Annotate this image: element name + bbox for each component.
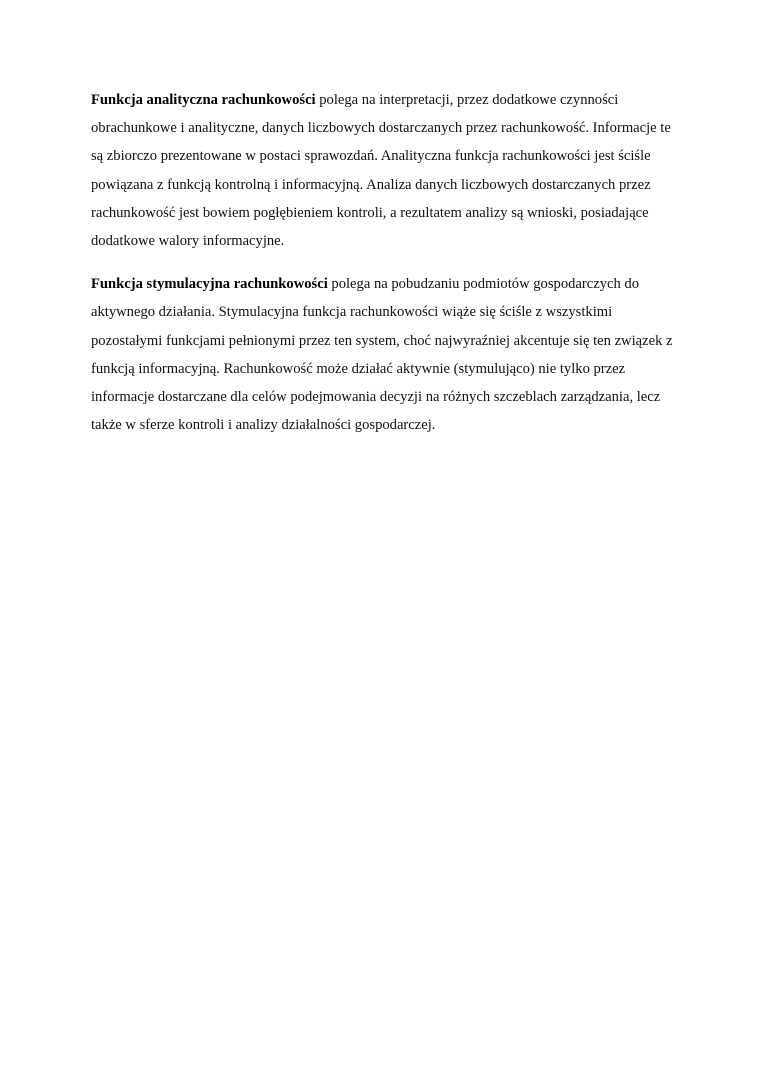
term-analytical-function: Funkcja analityczna rachunkowości bbox=[91, 92, 316, 108]
paragraph-analytical-function bbox=[91, 86, 681, 255]
term-stimulating-function: Funkcja stymulacyjna rachunkowości bbox=[91, 276, 328, 293]
paragraph-text: polega na interpretacji, przez dodatkowe czynności obrachunkowe i analityczne, danych liczbowych dostarczanych przez rachunkowość. Informacje te są zbiorczo prezentowane w postaci sprawozdań. Analityczna funkcja rachunkowości jest ściśle powiązana z funkcją kontrolną i informacyjną. Analiza danych liczbowych dostarczanych przez rachunkowość jest bowiem pogłębieniem kontroli, a rezultatem analizy są wnioski, posiadające dodatkowe walory informacyjne. bbox=[91, 92, 671, 250]
paragraph-stimulating-function bbox=[91, 270, 681, 439]
paragraph-text: polega na pobudzaniu podmiotów gospodarczych do aktywnego działania. Stymulacyjna funkcja rachunkowości wiąże się ściśle z wszystkimi pozostałymi funkcjami pełnionymi przez ten system, choć najwyraźniej akcentuje się ten związek z funkcją informacyjną. Rachunkowość może działać aktywnie (stymulująco) nie tylko przez informacje dostarczane dla celów podejmowania decyzji na różnych szczeblach zarządzania, lecz także w sferze kontroli i analizy działalności gospodarczej. bbox=[91, 276, 673, 434]
document-body bbox=[91, 86, 681, 454]
